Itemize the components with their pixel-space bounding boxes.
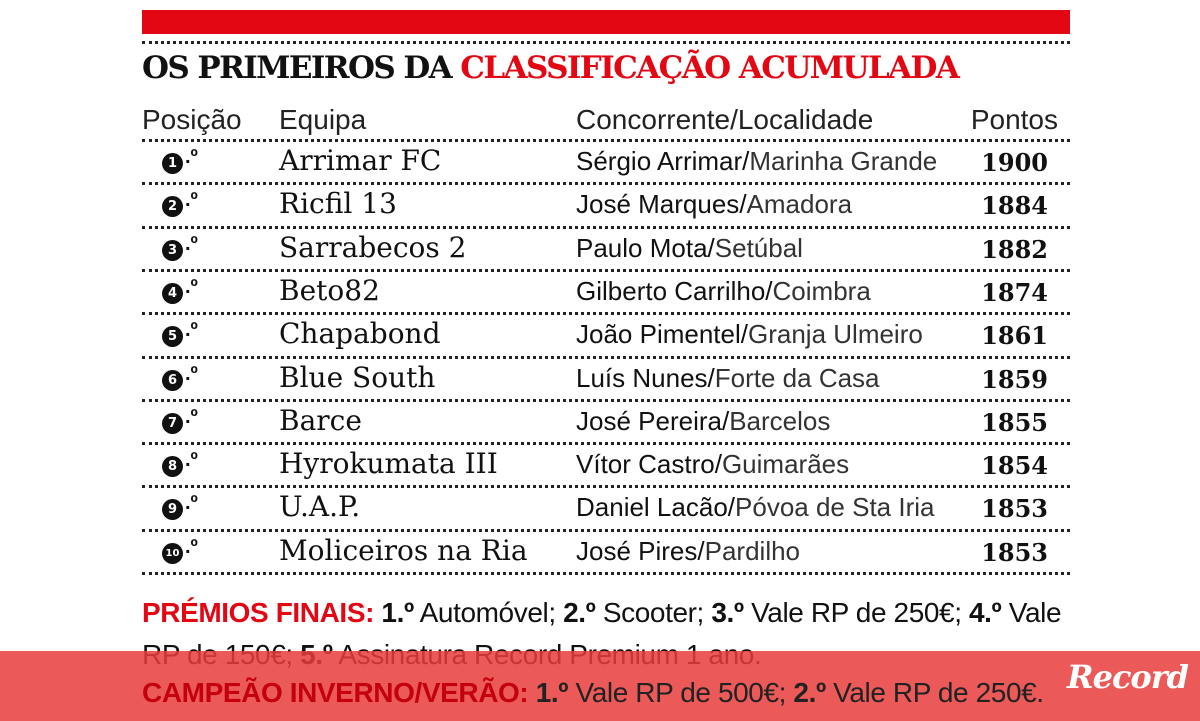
points-value: 1861 [981,321,1048,350]
rank-badge-icon: 5 [162,326,183,347]
points-value: 1859 [981,365,1048,394]
table-row [142,401,1070,444]
competitor-name: Vítor Castro [576,449,715,479]
table-row [142,141,1070,184]
ordinal-suffix: .º [185,449,198,471]
rank-cell [162,493,198,520]
rank-cell [162,234,198,261]
header-position: Posição [142,104,242,135]
ordinal-suffix: .º [185,492,198,514]
rank-cell [162,407,198,434]
points-value: 1853 [981,494,1048,523]
prize-rank: 4.º [968,597,1002,628]
team-name: Arrimar FC [279,144,442,177]
table-row [142,444,1070,487]
prize-text: Scooter; [595,597,712,628]
competitor-place: Pardilho [704,536,801,566]
competitor-cell [576,230,803,266]
rank-badge-icon: 2 [162,196,183,217]
competitor-cell [576,533,800,569]
rank-cell [162,147,198,174]
table-row [142,228,1070,271]
champion-label: CAMPEÃO INVERNO/VERÃO: [142,677,529,708]
competitor-name: Gilberto Carrilho [576,276,766,306]
dotted-divider [142,572,1070,575]
rank-badge-icon: 7 [162,413,183,434]
separator: / [707,363,715,393]
title-part-red: CLASSIFICAÇÃO ACUMULADA [460,50,959,86]
competitor-name: Luís Nunes [576,363,708,393]
team-name: Beto82 [279,274,380,307]
ordinal-suffix: .º [185,319,198,341]
points-value: 1900 [981,148,1048,177]
header-red-bar [142,10,1070,34]
title-part-black: OS PRIMEIROS DA [142,50,461,86]
competitor-place: Coimbra [772,276,871,306]
rank-badge-icon: 6 [162,370,183,391]
rank-badge-icon: 1 [162,153,183,174]
competitor-name: Daniel Lacão [576,492,728,522]
team-name: Blue South [279,361,436,394]
team-name: Hyrokumata III [279,447,498,480]
points-value: 1853 [981,538,1048,567]
prize-rank: 2.º [793,677,826,708]
table-row [142,358,1070,401]
separator: / [707,233,715,263]
prize-text: Vale RP de 250€. [825,677,1044,708]
competitor-cell [576,489,934,525]
points-value: 1855 [981,408,1048,437]
team-name: U.A.P. [279,490,361,523]
competitor-cell [576,316,923,352]
rank-cell [162,190,198,217]
header-competitor: Concorrente/Localidade [576,104,874,135]
points-value: 1884 [981,191,1048,220]
prize-rank: 2.º [563,597,596,628]
separator: / [697,536,705,566]
competitor-place: Forte da Casa [714,363,880,393]
ordinal-suffix: .º [185,189,198,211]
rank-badge-icon: 8 [162,456,183,477]
rank-badge-icon: 4 [162,283,183,304]
rank-badge-icon: 3 [162,240,183,261]
competitor-cell [576,403,830,439]
ordinal-suffix: .º [185,276,198,298]
table-row [142,487,1070,530]
competitor-name: João Pimentel [576,319,741,349]
prize-rank: 1.º [535,677,569,708]
rank-badge-icon: 10 [162,543,183,564]
team-name: Sarrabecos 2 [279,231,467,264]
team-name: Ricfil 13 [279,187,397,220]
team-name: Chapabond [279,317,441,350]
separator: / [714,449,722,479]
prizes-label: PRÉMIOS FINAIS: [142,597,375,628]
separator: / [740,319,748,349]
table-row [142,531,1070,574]
separator: / [765,276,773,306]
prize-text: Vale RP de 250€; [743,597,969,628]
rank-cell [162,320,198,347]
team-name: Barce [279,404,362,437]
separator: / [742,146,750,176]
ordinal-suffix: .º [185,363,198,385]
prize-rank: 1.º [381,597,414,628]
competitor-name: José Marques [576,189,740,219]
team-name: Moliceiros na Ria [279,534,528,567]
prize-text: Automóvel; [413,597,564,628]
table-row [142,184,1070,227]
competitor-cell [576,446,849,482]
table-row [142,271,1070,314]
competitor-cell [576,273,871,309]
competitor-place: Granja Ulmeiro [748,319,923,349]
separator: / [739,189,747,219]
competitor-place: Póvoa de Sta Iria [735,492,935,522]
competitor-place: Barcelos [729,406,831,436]
header-points: Pontos [970,104,1058,135]
competitor-cell [576,186,852,222]
competitor-name: José Pires [576,536,698,566]
points-value: 1854 [981,451,1048,480]
points-value: 1874 [981,278,1048,307]
competitor-name: Paulo Mota [576,233,708,263]
page-title [142,48,958,88]
record-logo[interactable]: Record [1066,658,1188,696]
competitor-place: Guimarães [721,449,850,479]
rank-cell [162,537,198,564]
champion-prizes [142,672,1044,714]
prize-text: Vale RP de 500€; [568,677,794,708]
ordinal-suffix: .º [185,406,198,428]
ordinal-suffix: .º [185,146,198,168]
ordinal-suffix: .º [185,536,198,558]
separator: / [727,492,736,522]
table-row [142,314,1070,357]
rank-cell [162,277,198,304]
points-value: 1882 [981,235,1048,264]
prize-text: Vale [1008,597,1062,628]
ordinal-suffix: .º [185,233,198,255]
competitor-cell [576,360,880,396]
competitor-cell [576,143,937,179]
competitor-place: Marinha Grande [749,146,938,176]
competitor-name: José Pereira [576,406,722,436]
dotted-divider [142,41,1070,44]
competitor-name: Sérgio Arrimar [576,146,743,176]
rank-cell [162,450,198,477]
header-team: Equipa [279,104,367,135]
competitor-place: Setúbal [714,233,803,263]
rank-badge-icon: 9 [162,499,183,520]
prize-rank: 3.º [711,597,744,628]
rank-cell [162,364,198,391]
separator: / [721,406,730,436]
competitor-place: Amadora [746,189,853,219]
